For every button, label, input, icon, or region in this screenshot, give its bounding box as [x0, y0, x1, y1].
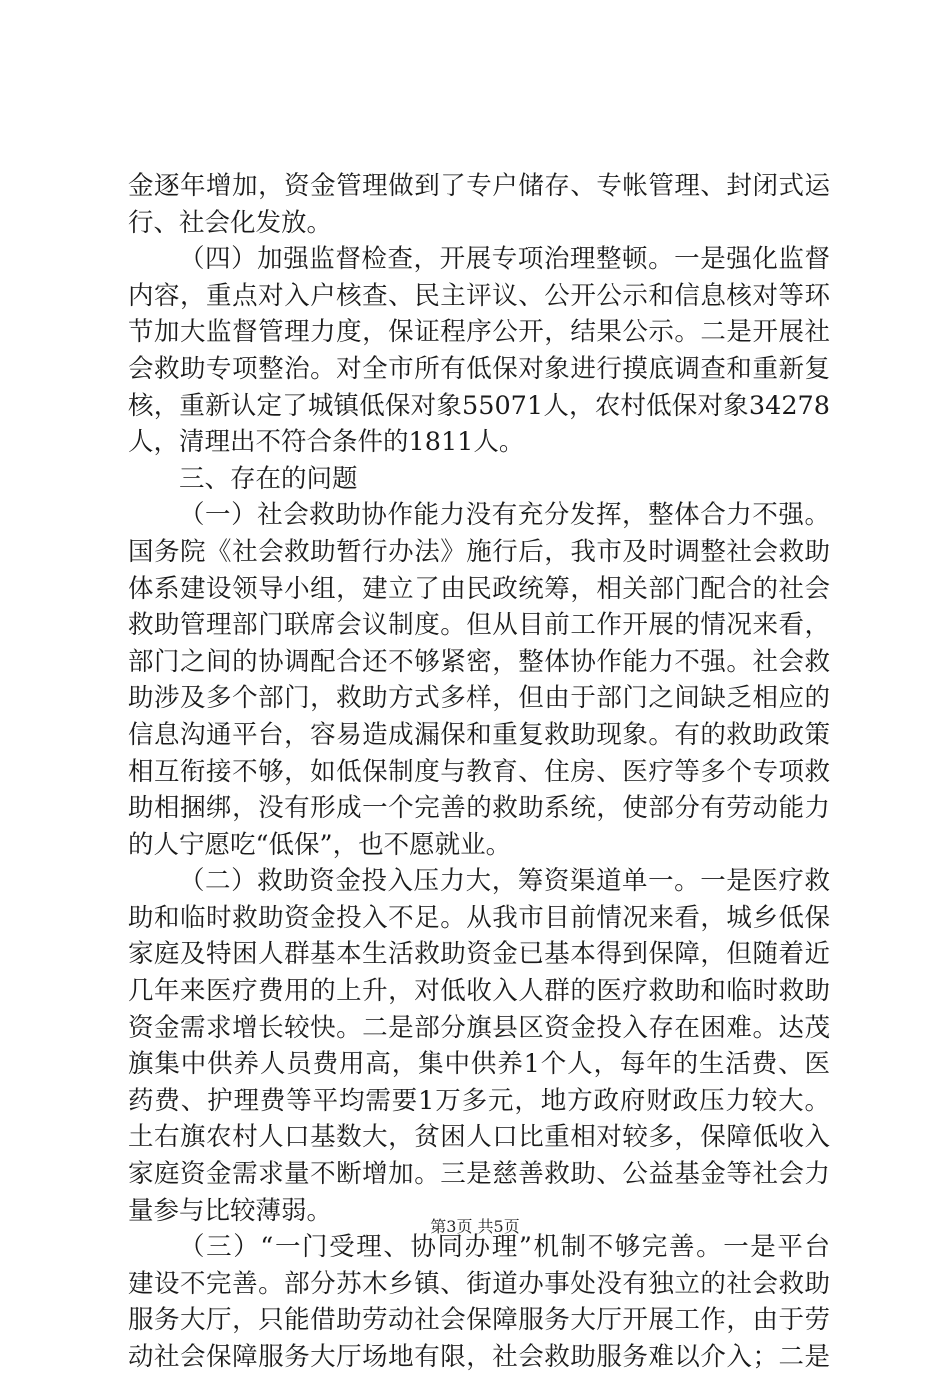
body-text	[128, 168, 830, 1376]
text-line: 会救助专项整治。对全市所有低保对象进行摸底调查和重新复	[128, 353, 830, 384]
text-line: 资金需求增长较快。二是部分旗县区资金投入存在困难。达茂	[128, 1012, 830, 1043]
text-line: 服务大厅，只能借助劳动社会保障服务大厅开展工作，由于劳	[128, 1305, 830, 1336]
text-line: 土右旗农村人口基数大，贫困人口比重相对较多，保障低收入	[128, 1122, 830, 1153]
text-line: （三）“一门受理、协同办理”机制不够完善。一是平台	[179, 1232, 830, 1263]
text-line: 核，重新认定了城镇低保对象55071人，农村低保对象34278	[128, 390, 830, 421]
text-line: 信息沟通平台，容易造成漏保和重复救助现象。有的救助政策	[128, 719, 830, 750]
text-line: 药费、护理费等平均需要1万多元，地方政府财政压力较大。	[128, 1085, 830, 1116]
text-line: （一）社会救助协作能力没有充分发挥，整体合力不强。	[179, 500, 830, 531]
text-line: 几年来医疗费用的上升，对低收入人群的医疗救助和临时救助	[128, 976, 830, 1007]
text-line: 助涉及多个部门，救助方式多样，但由于部门之间缺乏相应的	[128, 683, 830, 714]
text-line: 建设不完善。部分苏木乡镇、街道办事处没有独立的社会救助	[128, 1268, 830, 1299]
text-line: 助和临时救助资金投入不足。从我市目前情况来看，城乡低保	[128, 902, 830, 933]
text-line: 部门之间的协调配合还不够紧密，整体协作能力不强。社会救	[128, 646, 830, 677]
text-line: 体系建设领导小组，建立了由民政统筹，相关部门配合的社会	[128, 573, 830, 604]
text-line: 助相捆绑，没有形成一个完善的救助系统，使部分有劳动能力	[128, 793, 830, 824]
text-line: 家庭及特困人群基本生活救助资金已基本得到保障，但随着近	[128, 939, 830, 970]
text-line: 国务院《社会救助暂行办法》施行后，我市及时调整社会救助	[128, 536, 830, 567]
text-line: 旗集中供养人员费用高，集中供养1个人，每年的生活费、医	[128, 1049, 830, 1080]
text-line: 量参与比较薄弱。	[128, 1195, 333, 1226]
text-line: 金逐年增加，资金管理做到了专户储存、专帐管理、封闭式运	[128, 171, 830, 201]
text-line: 三、存在的问题	[179, 463, 358, 494]
text-line: 动社会保障服务大厅场地有限，社会救助服务难以介入；二是	[128, 1342, 830, 1372]
text-line: 家庭资金需求量不断增加。三是慈善救助、公益基金等社会力	[128, 1159, 830, 1190]
text-line: 节加大监督管理力度，保证程序公开，结果公示。二是开展社	[128, 317, 830, 348]
text-line: 相互衔接不够，如低保制度与教育、住房、医疗等多个专项救	[128, 756, 830, 787]
text-line: （二）救助资金投入压力大，筹资渠道单一。一是医疗救	[179, 866, 830, 897]
text-line: 人，清理出不符合条件的1811人。	[128, 427, 525, 458]
text-line: 的人宁愿吃“低保”，也不愿就业。	[128, 829, 512, 860]
page-footer: 第3页 共5页	[430, 1217, 520, 1236]
text-line: 救助管理部门联席会议制度。但从目前工作开展的情况来看，	[128, 610, 830, 641]
text-line: 内容，重点对入户核查、民主评议、公开公示和信息核对等环	[128, 280, 830, 311]
text-line: （四）加强监督检查，开展专项治理整顿。一是强化监督	[179, 244, 830, 275]
text-line: 行、社会化发放。	[128, 207, 333, 238]
